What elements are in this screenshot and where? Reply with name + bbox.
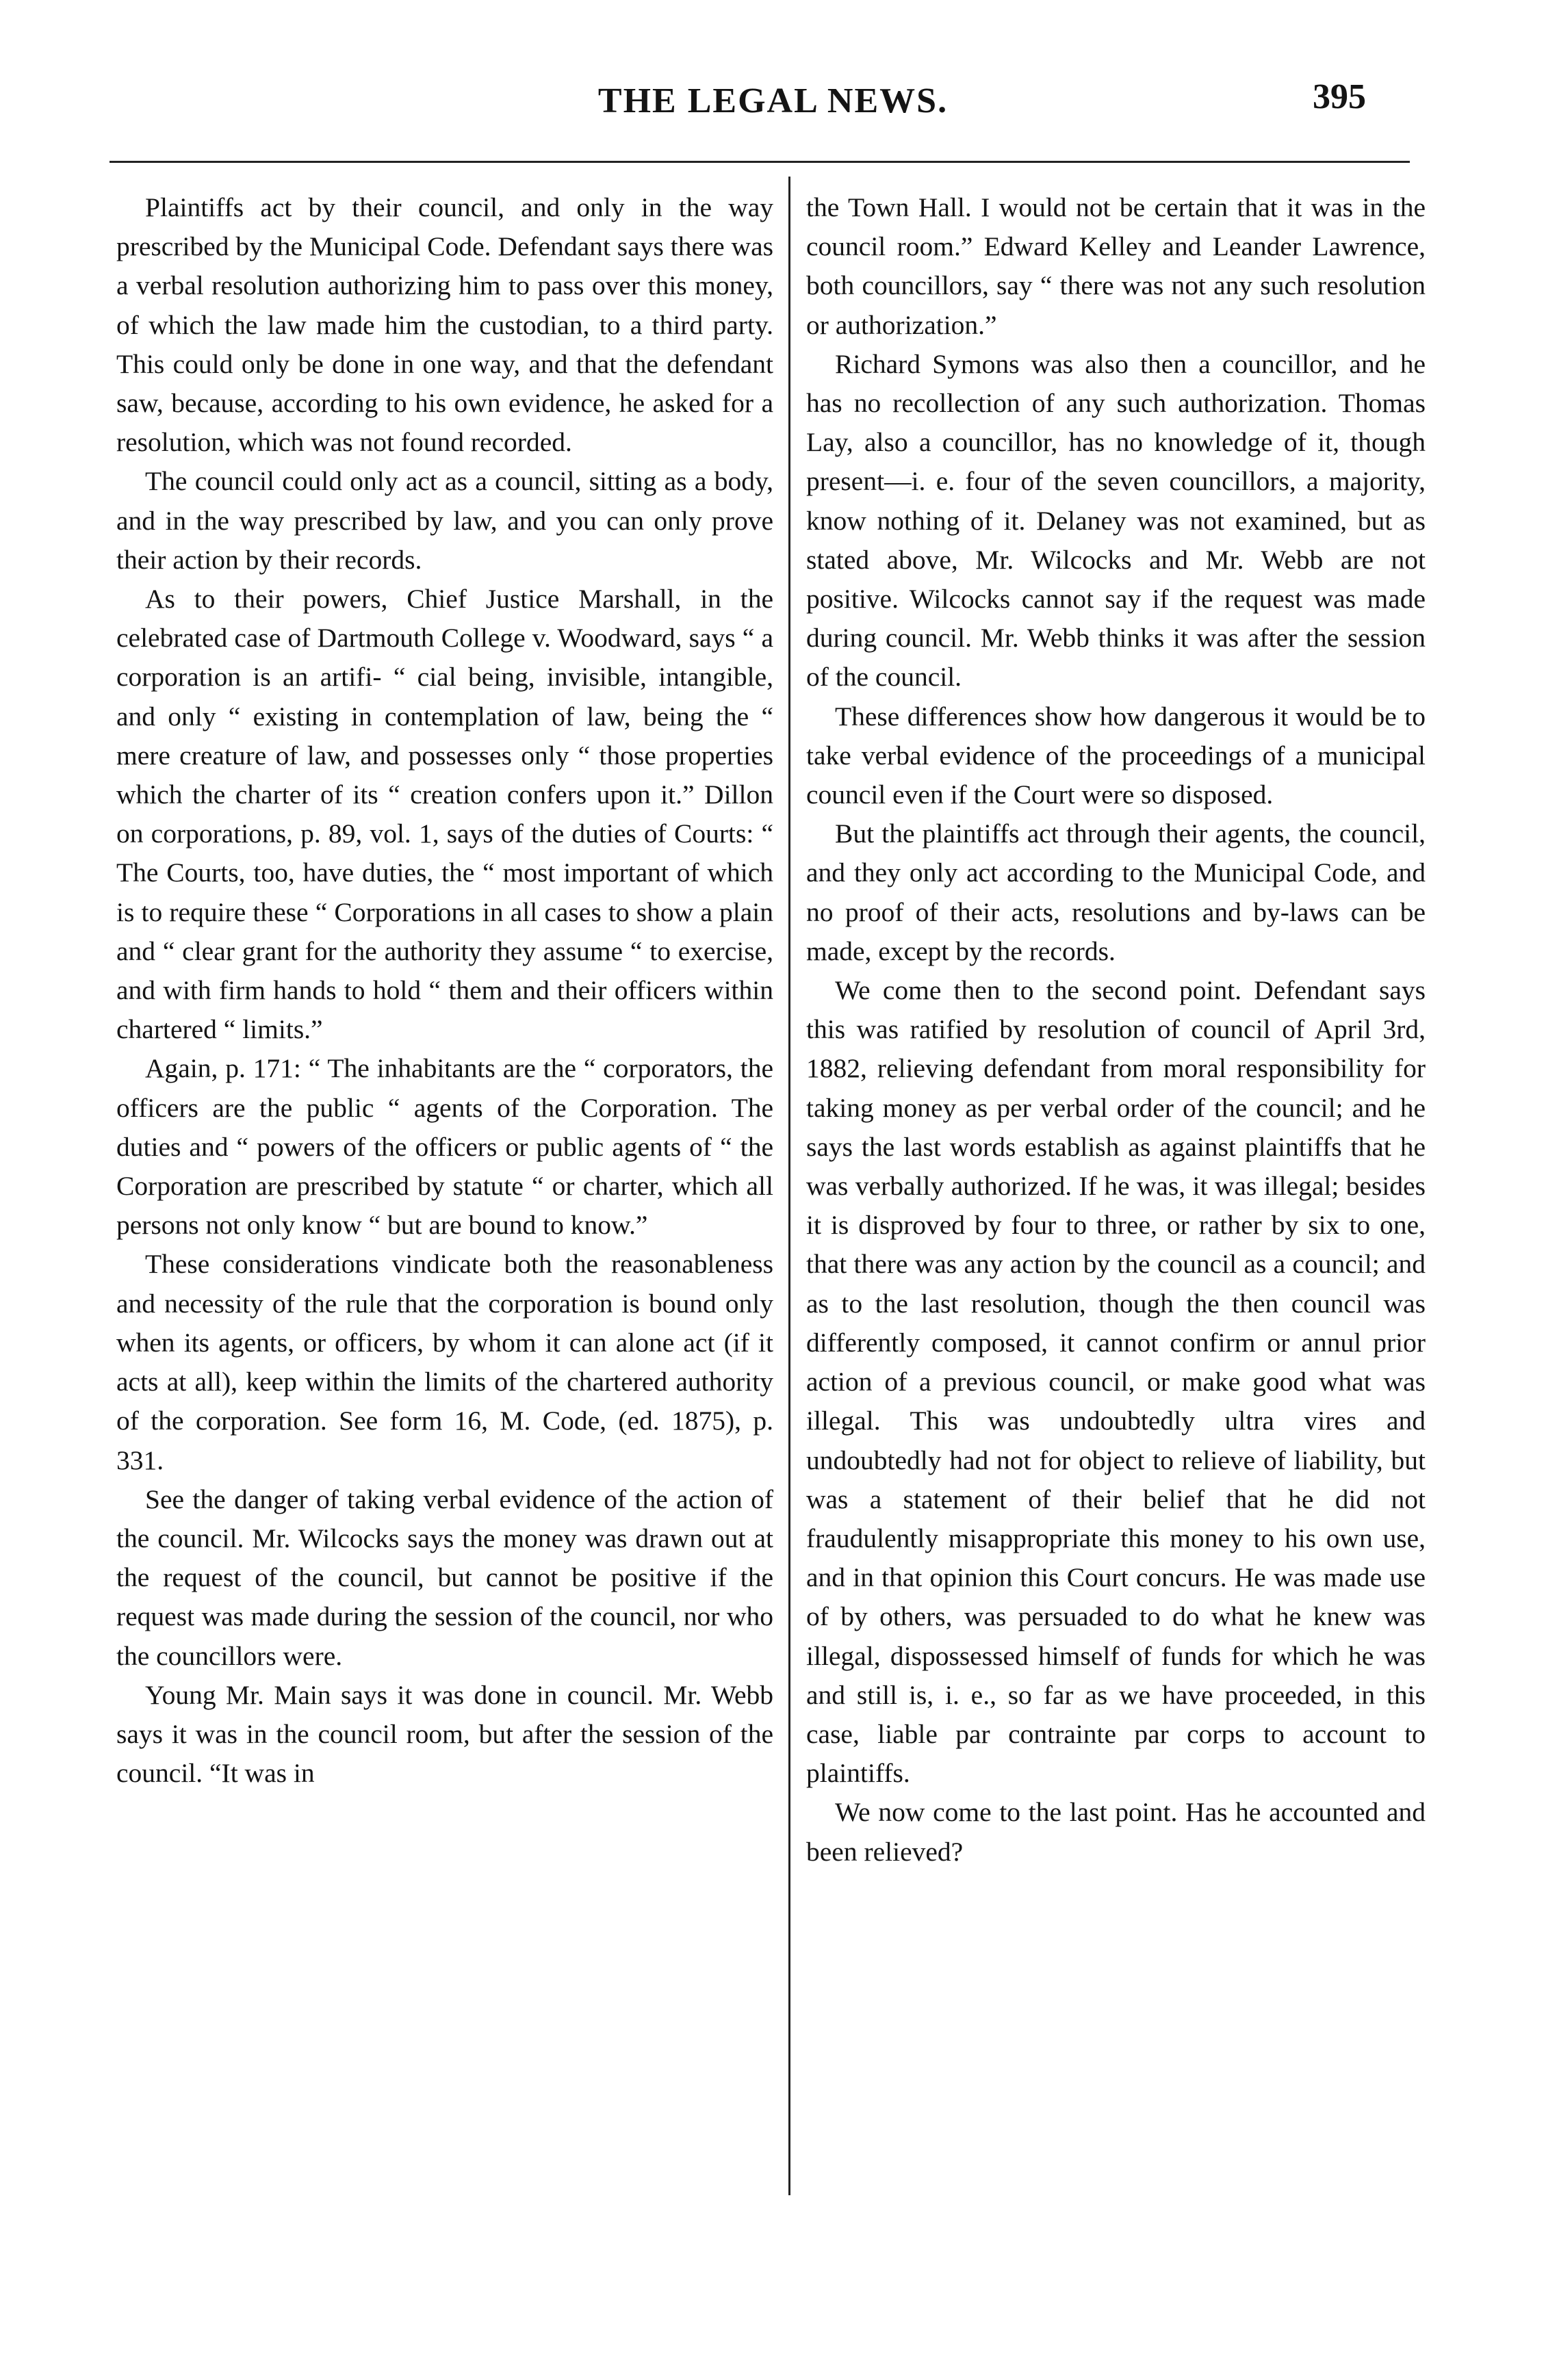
paragraph: As to their powers, Chief Justice Marshall, in the celebrated case of Dartmouth College v. Woodward, says “ a corporation is an artifi- “ cial being, invisible, intangible, and only “ existing in contemplation of law, being the “ mere creature of law, and possesses only “ those properties which the charter of its “ creation confers upon it.” Dillon on corporations, p. 89, vol. 1, says of the duties of Courts: “ The Courts, too, have duties, the “ most important of which is to require these “ Corporations in all cases to show a plain and “ clear grant for the authority they assume “ to exercise, and with firm hands to hold “ them and their officers within chartered “ limits.” bbox=[116, 584, 773, 1045]
paragraph: See the danger of taking verbal evidence of the action of the council. Mr. Wilcocks says the money was drawn out at the request of the council, but cannot be positive if the request was made during the session of the council, nor who the councillors were. bbox=[116, 1484, 773, 1671]
right-column bbox=[806, 188, 1426, 1872]
paragraph: These differences show how dangerous it would be to take verbal evidence of the proceedings of a municipal council even if the Court were so disposed. bbox=[806, 701, 1426, 810]
running-title: THE LEGAL NEWS. bbox=[597, 81, 949, 120]
paragraph: Again, p. 171: “ The inhabitants are the “ corporators, the officers are the public “ agents of the Corporation. The duties and “ powers of the officers or public agents of “ the Corporation are prescribed by statute “ or charter, which all persons not only know “ but are bound to know.” bbox=[116, 1053, 773, 1241]
paragraph: These considerations vindicate both the reasonableness and necessity of the rule that the corporation is bound only when its agents, or officers, by whom it can alone act (if it acts at all), keep within the limits of the chartered authority of the corporation. See form 16, M. Code, (ed. 1875), p. 331. bbox=[116, 1249, 773, 1475]
page-number: 395 bbox=[1313, 77, 1366, 116]
paragraph: But the plaintiffs act through their agents, the council, and they only act according to the Municipal Code, and no proof of their acts, resolutions and by-laws can be made, except by the records. bbox=[806, 818, 1426, 966]
header-rule bbox=[109, 161, 1410, 163]
paragraph: We now come to the last point. Has he accounted and been relieved? bbox=[806, 1797, 1426, 1867]
paragraph: We come then to the second point. Defendant says this was ratified by resolution of council of April 3rd, 1882, relieving defendant from moral responsibility for taking money as per verbal order of the council; and he says the last words establish as against plaintiffs that he was verbally authorized. If he was, it was illegal; besides it is disproved by four to three, or rather by six to one, that there was any action by the council as a council; and as to the last resolution, though the then council was differently composed, it cannot confirm or annul prior action of a previous council, or make good what was illegal. This was undoubtedly ultra vires and undoubtedly had not for object to relieve of liability, but was a statement of their belief that he did not fraudulently misappropriate this money to his own use, and in that opinion this Court concurs. He was made use of by others, was persuaded to do what he knew was illegal, dispossessed himself of funds for which he was and still is, i. e., so far as we have proceeded, in this case, liable par contrainte par corps to account to plaintiffs. bbox=[806, 975, 1426, 1789]
column-divider bbox=[788, 177, 790, 2195]
paragraph: Plaintiffs act by their council, and only in the way prescribed by the Municipal Code. Defendant says there was a verbal resolution authorizing him to pass over this money, of which the law made him the custodian, to a third party. This could only be done in one way, and that the defendant saw, because, according to his own evidence, he asked for a resolution, which was not found recorded. bbox=[116, 192, 773, 458]
left-column bbox=[116, 188, 773, 1793]
paragraph: the Town Hall. I would not be certain that it was in the council room.” Edward Kelley and Leander Lawrence, both councillors, say “ there was not any such resolution or authorization.” bbox=[806, 192, 1426, 340]
paragraph: The council could only act as a council, sitting as a body, and in the way prescribed by law, and you can only prove their action by their records. bbox=[116, 466, 773, 575]
paragraph: Young Mr. Main says it was done in council. Mr. Webb says it was in the council room, but after the session of the council. “It was in bbox=[116, 1679, 773, 1789]
paragraph: Richard Symons was also then a councillor, and he has no recollection of any such authorization. Thomas Lay, also a councillor, has no knowledge of it, though present—i. e. four of the seven councillors, a majority, know nothing of it. Delaney was not examined, but as stated above, Mr. Wilcocks and Mr. Webb are not positive. Wilcocks cannot say if the request was made during council. Mr. Webb thinks it was after the session of the council. bbox=[806, 348, 1426, 693]
